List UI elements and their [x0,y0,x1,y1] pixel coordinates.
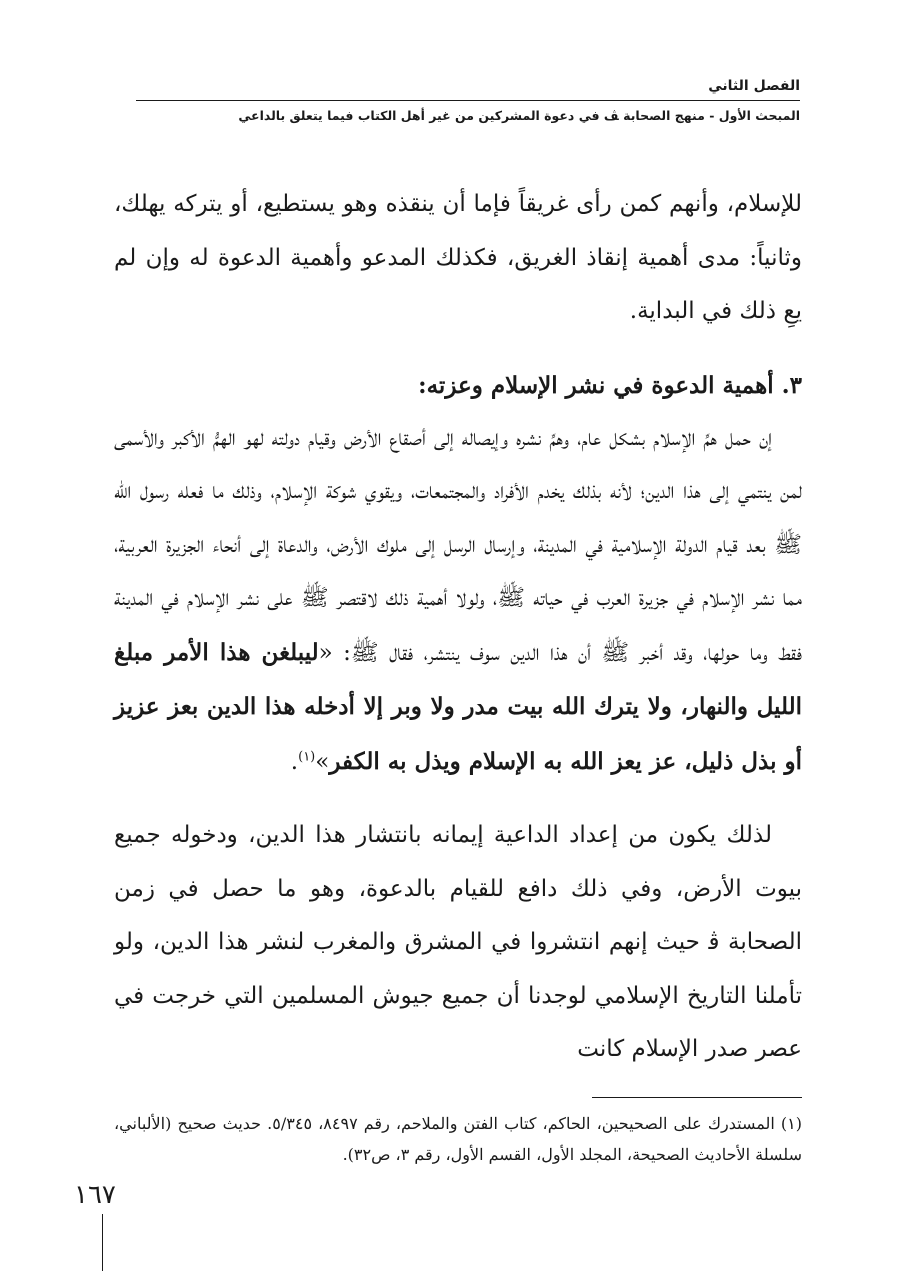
chapter-title: الفصل الثاني [708,78,800,94]
paragraph-2-end: . [290,748,299,775]
section-title: المبحث الأول - منهج الصحابة ﭫ في دعوة المشركين من غير أهل الكتاب فيما يتعلق بالداعي [238,108,800,123]
main-text [114,178,802,1077]
footnote-reference[interactable]: (١) [298,748,316,764]
paragraph-1: للإسلام، وأنهم كمن رأى غريقاً فإما أن ينقذه وهو يستطيع، أو يتركه يهلك، وثانياً: مدى أهمية إنقاذ الغريق، فكذلك المدعو وأهمية الدعوة له وإن لم يعِ ذلك في البداية. [114,191,802,324]
footnote-1: (١) المستدرك على الصحيحين، الحاكم، كتاب الفتن والملاحم، رقم ٨٤٩٧، ٥/٣٤٥. حديث صحيح (الألباني، سلسلة الأحاديث الصحيحة، المجلد الأول، القسم الأول، رقم ٣، ص٣٢). [114,1114,803,1164]
hadith-quote: ليبلغن هذا الأمر مبلغ الليل والنهار، ولا يترك الله بيت مدر ولا وبر إلا أدخله هذا الدين بعز عزيز أو بذل ذليل، عز يعز الله به الإسلام ويذل به الكفر [114,638,802,775]
section-heading: ٣. أهمية الدعوة في نشر الإسلام وعزته: [418,371,802,399]
paragraph-gap [114,789,802,809]
running-header [136,74,800,131]
margin-rule [102,1214,103,1271]
paragraph-2-text: إن حمل همِّ الإسلام بشكل عام، وهمِّ نشره وإيصاله إلى أصقاع الأرض وقيام دولته لهو الهمُّ الأكبر والأسمى لمن ينتمي إلى هذا الدين؛ لأنه بذلك يخدم الأفراد والمجتمعات، ويقوي شوكة الإسلام، وذلك ما فعله رسول الله ﷺ بعد قيام الدولة الإسلامية في المدينة، وإرسال الرسل إلى ملوك الأرض، والدعاة إلى أنحاء الجزيرة العربية، مما نشر الإسلام في جزيرة العرب في حياته ﷺ، ولولا أهمية ذلك لاقتصر ﷺ على نشر الإسلام في المدينة فقط وما حولها، وقد أخبر ﷺ أن هذا الدين سوف ينتشر، فقال ﷺ: « [114,424,802,666]
paragraph-2 [114,412,802,790]
quote-close: » [315,748,330,775]
footnote-divider [592,1097,802,1098]
paragraph-3: لذلك يكون من إعداد الداعية إيمانه بانتشار هذا الدين، ودخوله جميع بيوت الأرض، وفي ذلك دافع للقيام بالدعوة، وهو ما حصل في زمن الصحابة ﭬ حيث إنهم انتشروا في المشرق والمغرب لنشر هذا الدين، ولو تأملنا التاريخ الإسلامي لوجدنا أن جميع جيوش المسلمين التي خرجت في عصر صدر الإسلام كانت [114,822,802,1062]
page-number: ١٦٧ [74,1180,116,1210]
